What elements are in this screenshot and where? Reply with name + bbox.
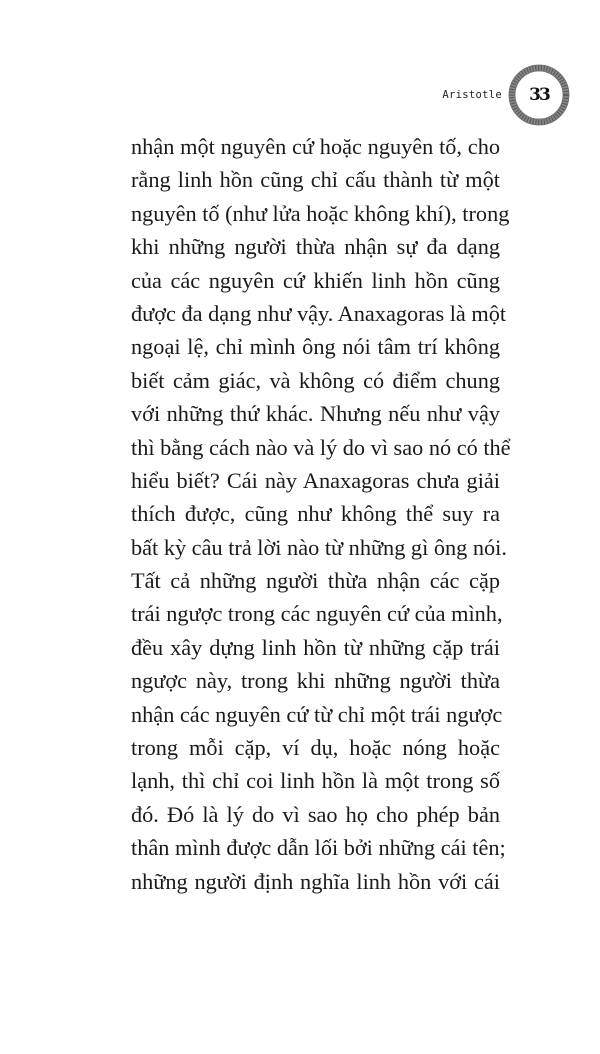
text-line: những người định nghĩa linh hồn với cái bbox=[131, 868, 500, 894]
text-line: khi những người thừa nhận sự đa dạng bbox=[131, 234, 500, 260]
body-text bbox=[131, 130, 511, 898]
page-number-badge bbox=[508, 64, 570, 126]
text-line: nguyên tố (như lửa hoặc không khí), trong bbox=[131, 200, 510, 226]
text-line: ngoại lệ, chỉ mình ông nói tâm trí không bbox=[131, 334, 500, 360]
text-line: hiểu biết? Cái này Anaxagoras chưa giải bbox=[131, 467, 500, 493]
text-line: nhận một nguyên cứ hoặc nguyên tố, cho bbox=[131, 134, 500, 159]
text-line: rằng linh hồn cũng chỉ cấu thành từ một bbox=[131, 167, 500, 193]
text-line: Tất cả những người thừa nhận các cặp bbox=[131, 568, 500, 594]
text-line: lạnh, thì chỉ coi linh hồn là một trong số bbox=[131, 768, 500, 794]
text-line: biết cảm giác, và không có điểm chung bbox=[131, 367, 500, 393]
text-line: đó. Đó là lý do vì sao họ cho phép bản bbox=[131, 801, 500, 827]
text-line: thì bằng cách nào và lý do vì sao nó có thể bbox=[131, 434, 511, 460]
text-line: đều xây dựng linh hồn từ những cặp trái bbox=[131, 634, 500, 660]
running-title: Aristotle bbox=[442, 89, 502, 101]
text-line: được đa dạng như vậy. Anaxagoras là một bbox=[131, 300, 507, 326]
text-line: thân mình được dẫn lối bởi những cái tên; bbox=[131, 835, 506, 861]
text-line: trái ngược trong các nguyên cứ của mình, bbox=[131, 601, 503, 627]
page-number: 33 bbox=[529, 85, 549, 105]
text-line: với những thứ khác. Nhưng nếu như vậy bbox=[131, 401, 500, 427]
text-line: ngược này, trong khi những người thừa bbox=[131, 668, 500, 694]
text-line: nhận các nguyên cứ từ chỉ một trái ngược bbox=[131, 701, 503, 727]
text-line: của các nguyên cứ khiến linh hồn cũng bbox=[131, 267, 500, 293]
text-line: bất kỳ câu trả lời nào từ những gì ông nói. bbox=[131, 534, 507, 560]
running-header bbox=[442, 60, 570, 130]
text-line: thích được, cũng như không thể suy ra bbox=[131, 501, 500, 527]
text-line: trong mỗi cặp, ví dụ, hoặc nóng hoặc bbox=[131, 735, 500, 761]
